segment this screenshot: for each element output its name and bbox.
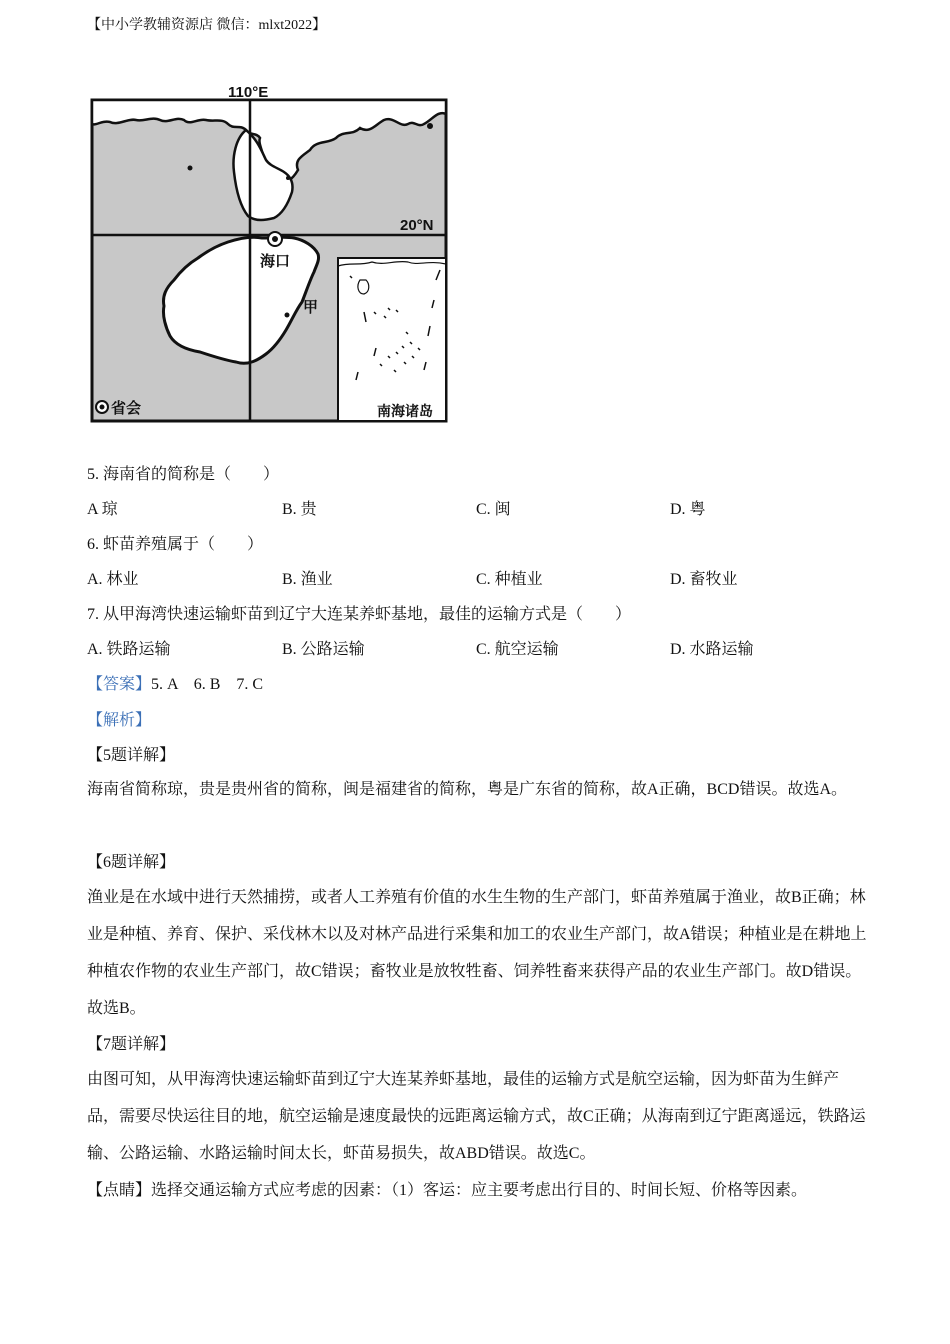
longitude-label: 110°E xyxy=(228,84,269,101)
q7-option-c: C. 航空运输 xyxy=(476,641,559,658)
q6-option-c: C. 种植业 xyxy=(476,571,543,588)
q6-option-d: D. 畜牧业 xyxy=(670,571,738,588)
detail-5-text: 海南省简称琼，贵是贵州省的简称，闽是福建省的简称，粤是广东省的简称，故A正确，BCD错误。故选A。 xyxy=(87,781,848,798)
page-header: 【中小学教辅资源店 微信：mlxt2022】 xyxy=(87,18,327,33)
analysis-tag: 【解析】 xyxy=(87,712,152,729)
q5-option-d: D. 粤 xyxy=(670,501,706,518)
detail-7-text: 由图可知，从甲海湾快速运输虾苗到辽宁大连某养虾基地，最佳的运输方式是航空运输，因为虾苗为生鲜产品，需要尽快运往目的地，航空运输是速度最快的远距离运输方式，故C正确；从海南到辽宁距离遥远，铁路运输、公路运输、水路运输时间太长，虾苗易损失，故ABD错误。故选C。 xyxy=(87,1071,866,1162)
q6-option-b: B. 渔业 xyxy=(282,571,333,588)
q5-option-b: B. 贵 xyxy=(282,501,317,518)
q5-option-a: A 琼 xyxy=(87,501,118,518)
capital-label: 海口 xyxy=(260,252,291,270)
legend-label: 省会 xyxy=(111,399,142,417)
inset-label: 南海诸岛 xyxy=(377,404,433,420)
tip-tag: 【点睛】 xyxy=(87,1182,152,1199)
tip-text: 选择交通运输方式应考虑的因素：（1）客运：应主要考虑出行目的、时间长短、价格等因素。 xyxy=(151,1182,808,1199)
q6-option-a: A. 林业 xyxy=(87,571,139,588)
q5-option-c: C. 闽 xyxy=(476,501,511,518)
q7-option-a: A. 铁路运输 xyxy=(87,641,171,658)
answer-text: 5. A 6. B 7. C xyxy=(151,676,264,693)
detail-6-text: 渔业是在水域中进行天然捕捞，或者人工养殖有价值的水生生物的生产部门，虾苗养殖属于渔业，故B正确；林业是种植、养育、保护、采伐林木以及对林产品进行采集和加工的农业生产部门，故A错误；种植业是在耕地上种植农作物的农业生产部门，故C错误；畜牧业是放牧牲畜、饲养牲畜来获得产品的农业生产部门。故D错误。故选B。 xyxy=(87,889,867,1017)
q7-option-d: D. 水路运输 xyxy=(670,641,754,658)
detail-7-title: 【7题详解】 xyxy=(87,1036,176,1053)
question-5-stem: 5. 海南省的简称是（ ） xyxy=(87,466,280,483)
detail-5-title: 【5题详解】 xyxy=(87,747,176,764)
detail-6-title: 【6题详解】 xyxy=(87,854,176,871)
q7-option-b: B. 公路运输 xyxy=(282,641,365,658)
question-7-stem: 7. 从甲海湾快速运输虾苗到辽宁大连某养虾基地，最佳的运输方式是（ ） xyxy=(87,606,632,623)
tip-line xyxy=(87,1181,807,1201)
hainan-map xyxy=(88,80,450,425)
answer-line xyxy=(87,675,263,695)
answer-tag: 【答案】 xyxy=(87,676,152,693)
latitude-label: 20°N xyxy=(400,217,434,234)
question-6-stem: 6. 虾苗养殖属于（ ） xyxy=(87,536,264,553)
location-jia-label: 甲 xyxy=(303,298,319,316)
